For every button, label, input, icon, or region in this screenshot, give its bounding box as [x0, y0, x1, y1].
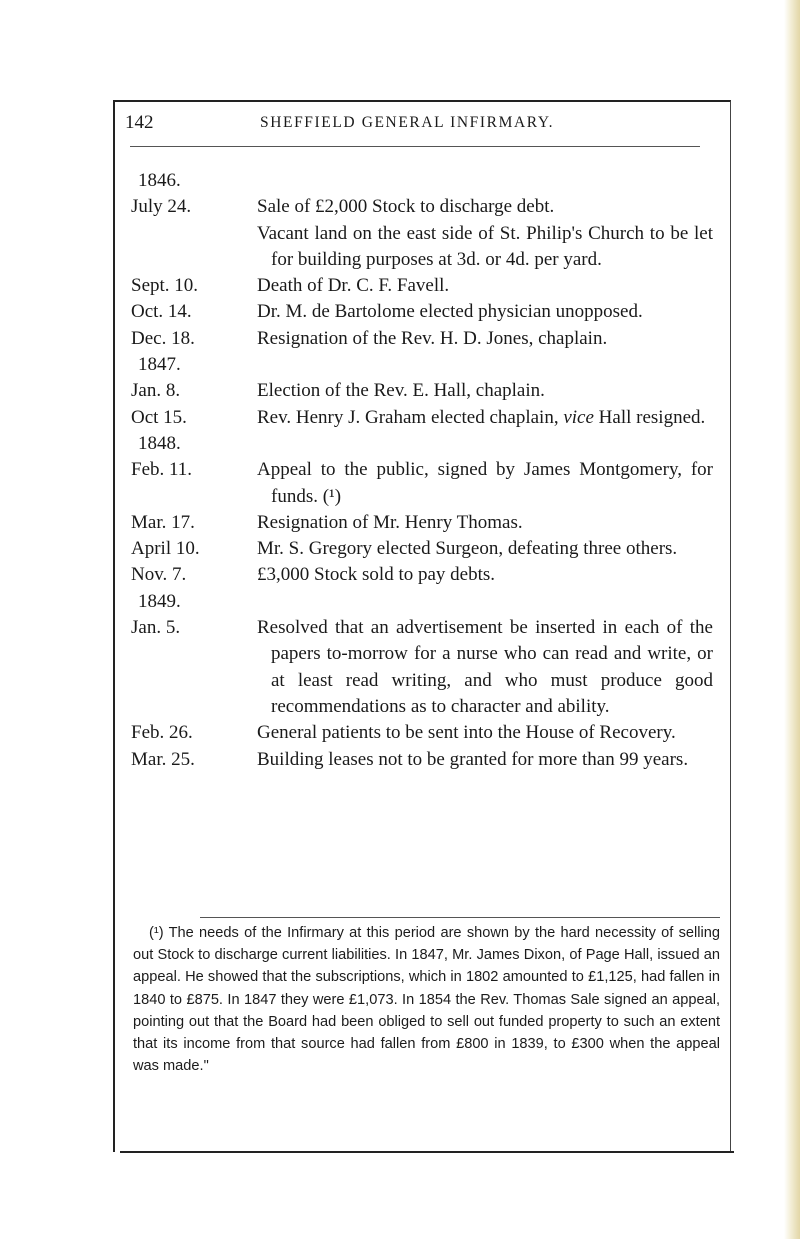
- entry-date: Sept. 10.: [131, 275, 199, 297]
- entry-date: Feb. 26.: [131, 722, 193, 744]
- entry-date: Dec. 18.: [131, 327, 195, 349]
- entry: [131, 273, 731, 299]
- entry: [131, 457, 731, 510]
- entry-text: Mr. S. Gregory elected Surgeon, defeating three others.: [257, 538, 678, 560]
- entry-text: Resignation of Mr. Henry Thomas.: [257, 511, 523, 533]
- entry-text: Resignation of the Rev. H. D. Jones, chaplain.: [257, 327, 608, 349]
- entry-text-part: Hall resigned.: [593, 406, 706, 428]
- entry-date: Nov. 7.: [131, 564, 187, 586]
- entry-text: Resolved that an advertisement be inserted in each of the papers to-morrow for a nurse who can read and write, or at least read writing, and who must produce good recommendations as to character and ability.: [257, 617, 713, 717]
- year-heading: 1848.: [138, 432, 181, 454]
- entry-text: £3,000 Stock sold to pay debts.: [257, 564, 496, 586]
- bottom-rule: [120, 1151, 734, 1153]
- entry: [131, 299, 731, 325]
- entry: [131, 720, 731, 746]
- year-heading: 1847.: [138, 354, 181, 376]
- entry: [131, 405, 731, 431]
- running-head: [125, 112, 725, 136]
- entry-text: Building leases not to be granted for more than 99 years.: [257, 748, 689, 770]
- entry-text: General patients to be sent into the House of Recovery.: [257, 722, 676, 744]
- entry-text: Appeal to the public, signed by James Montgomery, for funds. (¹): [257, 459, 713, 507]
- year-heading: 1849.: [138, 590, 181, 612]
- entry-date: Oct 15.: [131, 406, 187, 428]
- entry: [131, 510, 731, 536]
- footnote: [133, 922, 720, 1077]
- entry-date: Mar. 25.: [131, 748, 195, 770]
- entry-date: Jan. 8.: [131, 380, 181, 402]
- entry: [131, 326, 731, 352]
- entry-text-part: Rev. Henry J. Graham elected chaplain,: [257, 406, 564, 428]
- page-edge-shading: [784, 0, 800, 1239]
- year-heading: 1846.: [138, 170, 181, 191]
- entry-text: Dr. M. de Bartolome elected physician unopposed.: [257, 301, 643, 323]
- entry-date: April 10.: [131, 538, 200, 560]
- entry: [131, 536, 731, 562]
- entry-date: [131, 221, 257, 274]
- header-rule: [130, 146, 700, 147]
- entry-text: Vacant land on the east side of St. Philip's Church to be let for building purposes at 3d. or 4d. per yard.: [257, 222, 713, 270]
- entry-date: July 24.: [131, 196, 192, 218]
- entry-text: Sale of £2,000 Stock to discharge debt.: [257, 196, 555, 218]
- entry-date: Oct. 14.: [131, 301, 192, 323]
- entry-text: Death of Dr. C. F. Favell.: [257, 275, 450, 297]
- page-heading: SHEFFIELD GENERAL INFIRMARY.: [260, 114, 555, 131]
- entry-date: Jan. 5.: [131, 617, 181, 639]
- footnote-text: (¹) The needs of the Infirmary at this period are shown by the hard necessity of selling out Stock to discharge current liabilities. In 1847, Mr. James Dixon, of Page Hall, issued an appeal. He showed that the subscriptions, which in 1802 amounted to £1,125, had fallen in 1840 to £875. In 1847 they were £1,073. In 1854 the Rev. Thomas Sale signed an appeal, pointing out that the Board had been obliged to sell out funded property to such an extent that its income from that source had fallen from £800 in 1839, to £300 when the appeal was made.": [133, 925, 720, 1075]
- entry: [131, 562, 731, 588]
- entry-date: Feb. 11.: [131, 459, 193, 481]
- entry-date: Mar. 17.: [131, 511, 195, 533]
- entry: [131, 194, 731, 220]
- entry: [131, 221, 731, 274]
- entry-text: Election of the Rev. E. Hall, chaplain.: [257, 380, 545, 402]
- footnote-rule: [200, 917, 720, 918]
- entry: [131, 378, 731, 404]
- page-number: 142: [125, 112, 154, 133]
- entry-text: [257, 405, 713, 431]
- entry-text-italic: vice: [563, 406, 594, 428]
- chronology-entries: [131, 168, 731, 773]
- entry: [131, 747, 731, 773]
- entry: [131, 615, 731, 720]
